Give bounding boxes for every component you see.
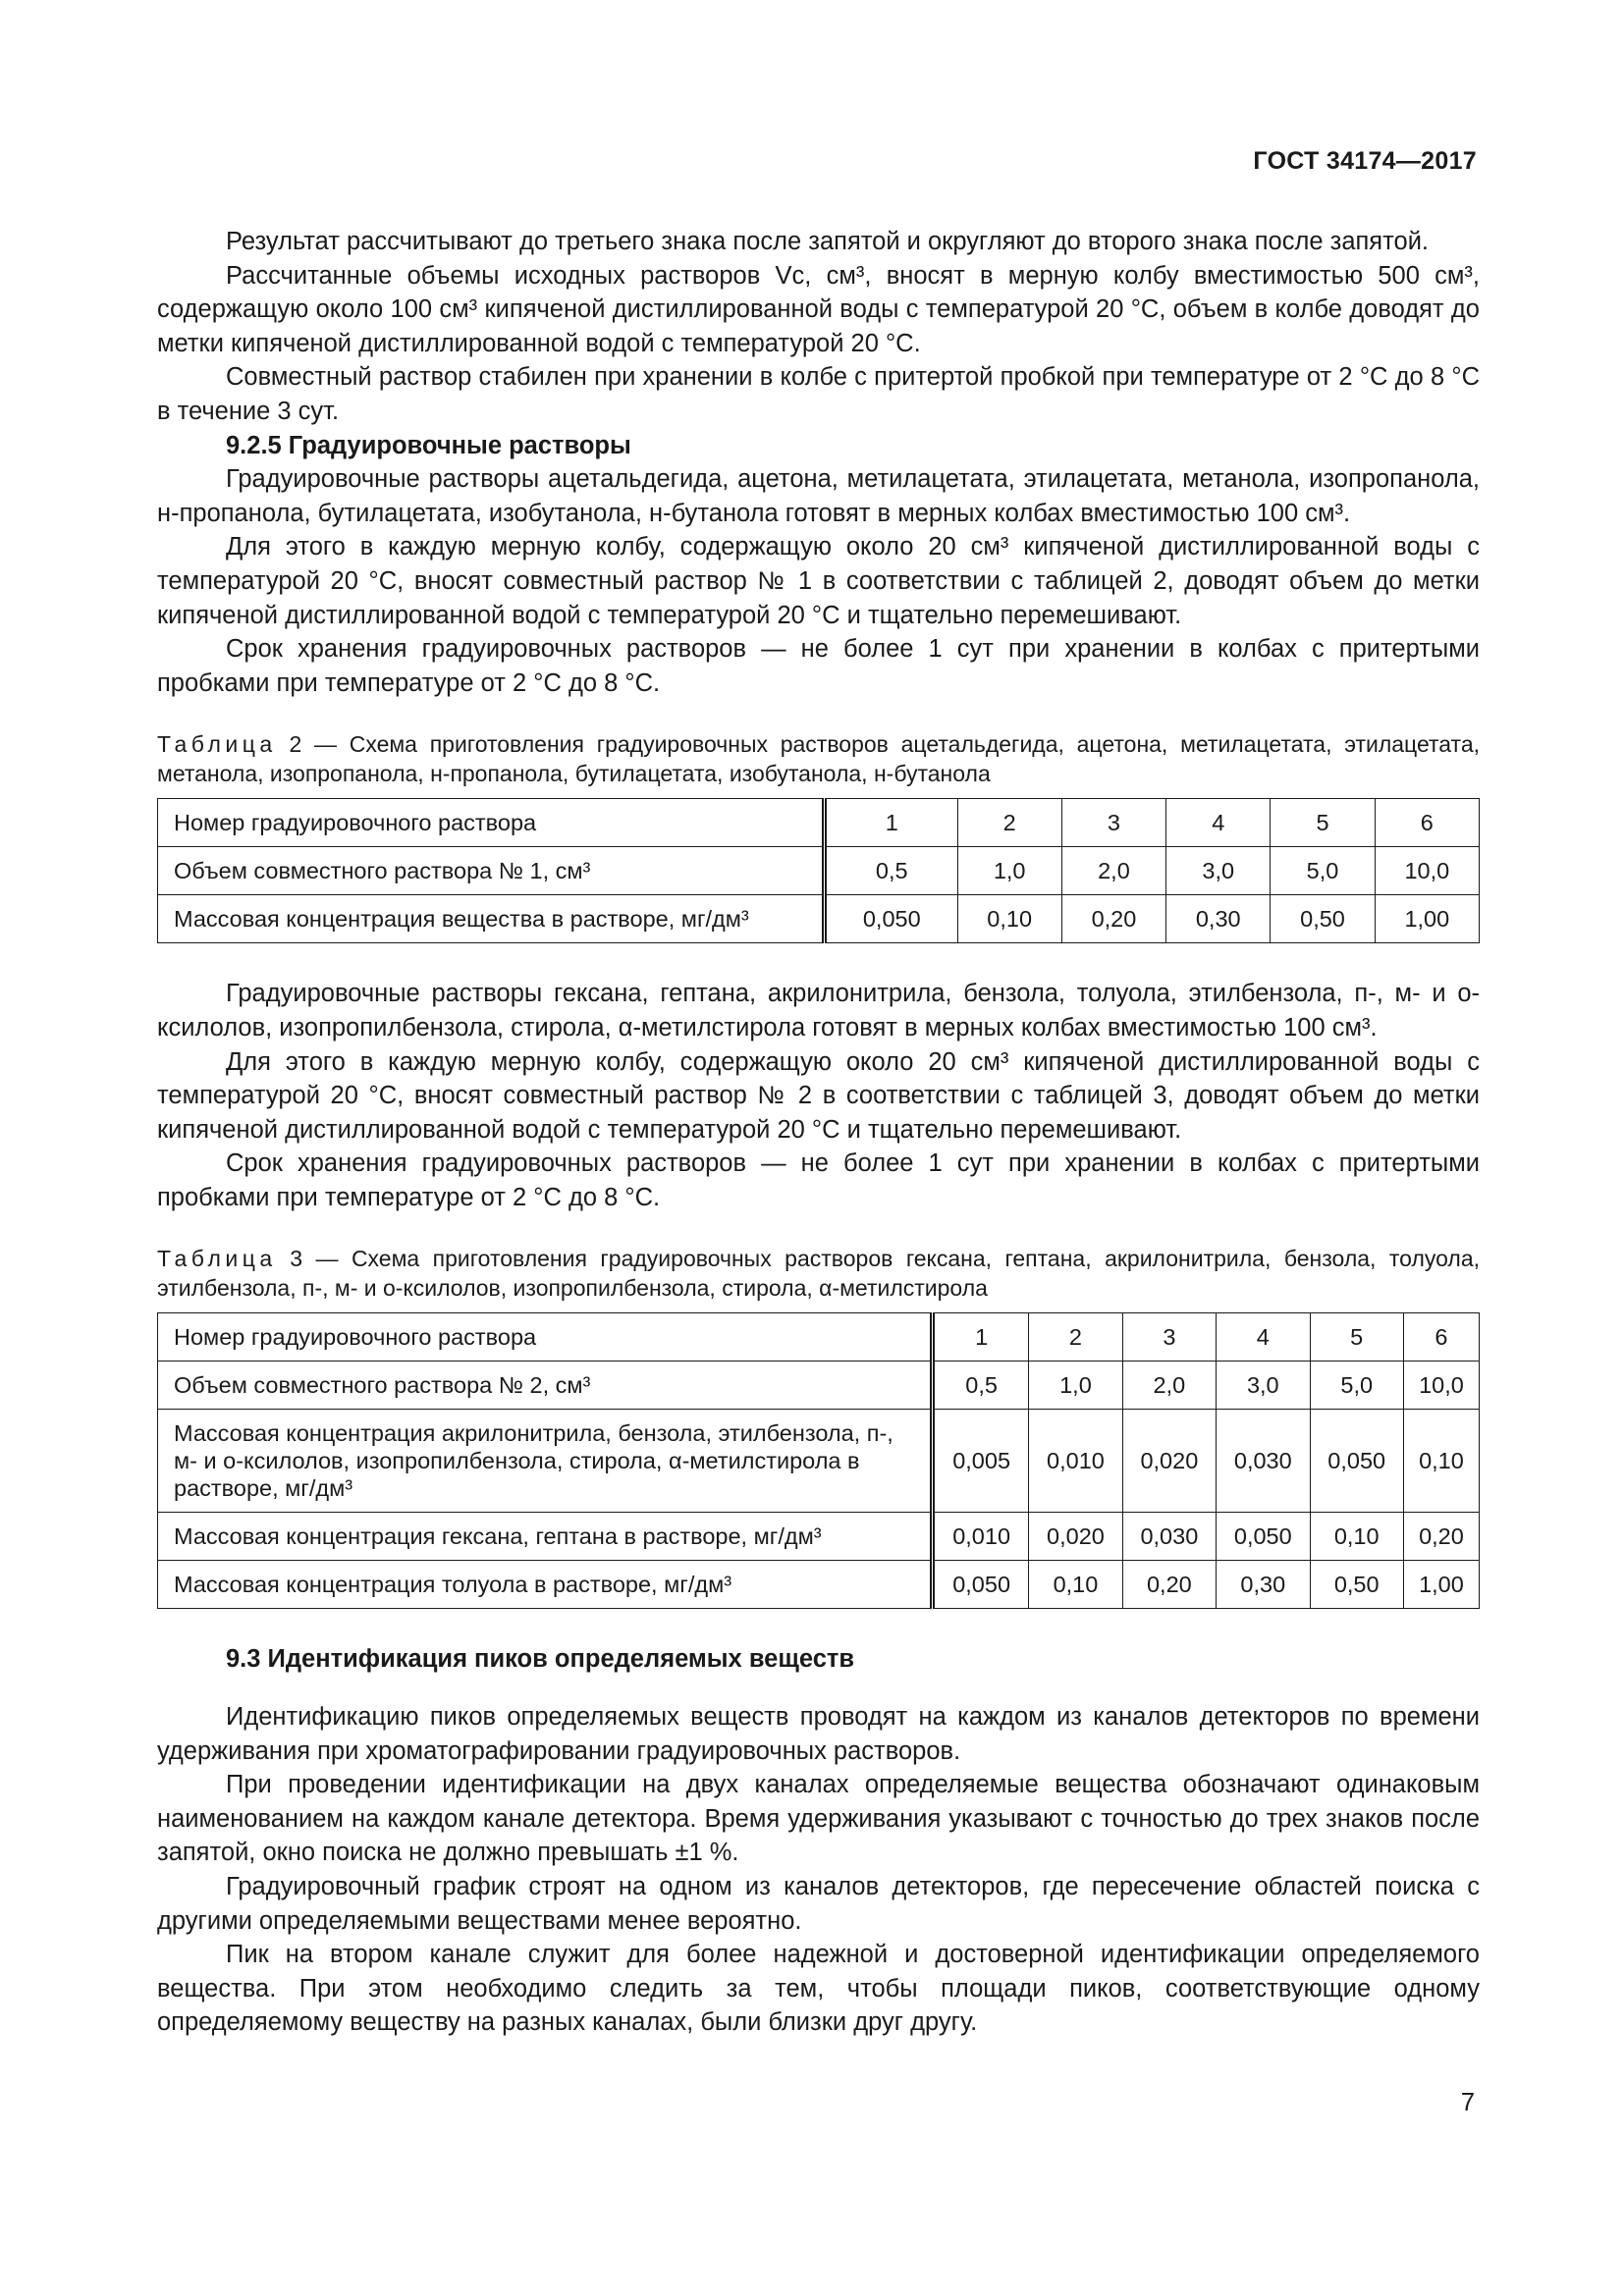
table-cell: 3 [1061,799,1165,847]
table-cell: 0,010 [1029,1410,1122,1513]
row-header: Объем совместного раствора № 1, см³ [158,847,825,895]
paragraph: Срок хранения градуировочных растворов — не более 1 сут при хранении в колбах с притертыми пробками при температуре от 2 °С до 8 °С. [157,1149,1480,1211]
table-cell: 0,005 [933,1410,1029,1513]
table-cell: 1,00 [1375,895,1479,943]
table-cell: 6 [1375,799,1479,847]
table-row [158,847,1480,895]
table-cell: 3,0 [1217,1362,1310,1410]
table-3 [157,1312,1480,1609]
table-cell: 3,0 [1166,847,1271,895]
paragraph: Для этого в каждую мерную колбу, содержащую около 20 см³ кипяченой дистиллированной воды с температурой 20 °С, вносят совместный раствор № 2 в соответствии с таблицей 3, доводят объем до метки кипяченой дистиллированной водой с температурой 20 °С и тщательно перемешивают. [157,1047,1480,1144]
table-cell: 5 [1310,1313,1403,1362]
table-cell: 0,10 [957,895,1061,943]
table-row [158,799,1480,847]
document-header: ГОСТ 34174—2017 [1253,147,1477,175]
table-cell: 4 [1166,799,1271,847]
table-label: Таблица [157,1246,277,1272]
table-cell: 0,030 [1217,1410,1310,1513]
row-header: Номер градуировочного раствора [158,1313,933,1362]
paragraph: Градуировочные растворы гексана, гептана, акрилонитрила, бензола, толуола, этилбензола, п-, м- и о-ксилолов, изопропилбензола, стирола, α-метилстирола готовят в мерных колбах вместимостью 100 см³. [157,980,1480,1041]
paragraph: Совместный раствор стабилен при хранении в колбе с притертой пробкой при температуре от 2 °С до 8 °С в течение 3 сут. [157,363,1480,425]
table-cell: 2,0 [1122,1362,1216,1410]
table-cell: 0,5 [933,1362,1029,1410]
table-cell: 0,10 [1029,1561,1122,1609]
table-cell: 0,020 [1122,1410,1216,1513]
table-caption-text: 2 — Схема приготовления градуировочных растворов ацетальдегида, ацетона, метилацетата, этилацетата, метанола, изопропанола, н-пропанола, бутилацетата, изобутанола, н-бутанола [157,731,1480,787]
table-row [158,895,1480,943]
table-cell: 5,0 [1271,847,1375,895]
paragraph: Срок хранения градуировочных растворов — не более 1 сут при хранении в колбах с притертыми пробками при температуре от 2 °С до 8 °С. [157,635,1480,697]
section-heading-9-2-5: 9.2.5 Градуировочные растворы [226,431,631,459]
table-cell: 2 [957,799,1061,847]
table-cell: 3 [1122,1313,1216,1362]
table-label: Таблица [157,731,277,758]
table-3-caption [157,1244,1480,1303]
table-cell: 5 [1271,799,1375,847]
table-cell: 0,20 [1061,895,1165,943]
paragraph: Для этого в каждую мерную колбу, содержащую около 20 см³ кипяченой дистиллированной воды с температурой 20 °С, вносят совместный раствор № 1 в соответствии с таблицей 2, доводят объем до метки кипяченой дистиллированной водой с температурой 20 °С и тщательно перемешивают. [157,533,1480,629]
paragraph: Градуировочный график строят на одном из каналов детекторов, где пересечение областей поиска с другими определяемыми веществами менее вероятно. [157,1873,1480,1935]
table-cell: 10,0 [1375,847,1479,895]
table-cell: 1 [933,1313,1029,1362]
row-header: Массовая концентрация гексана, гептана в растворе, мг/дм³ [158,1513,933,1561]
table-cell: 0,050 [825,895,958,943]
row-header: Номер градуировочного раствора [158,799,825,847]
table-caption-text: 3 — Схема приготовления градуировочных растворов гексана, гептана, акрилонитрила, бензола, толуола, этилбензола, п-, м- и о-ксилолов, изопропилбензола, стирола, α-метилстирола [157,1246,1481,1302]
table-row [158,1313,1480,1362]
table-cell: 0,050 [933,1561,1029,1609]
table-row [158,1362,1480,1410]
table-cell: 0,030 [1122,1513,1216,1561]
paragraph: Рассчитанные объемы исходных растворов Vс, см³, вносят в мерную колбу вместимостью 500 см³, содержащую около 100 см³ кипяченой дистиллированной воды с температурой 20 °С, объем в колбе доводят до метки кипяченой дистиллированной водой с температурой 20 °С. [157,261,1480,357]
paragraph: Пик на втором канале служит для более надежной и достоверной идентификации определяемого вещества. При этом необходимо следить за тем, чтобы площади пиков, соответствующие одному определяемому веществу на разных каналах, были близки друг другу. [157,1941,1480,2037]
table-cell: 1,0 [957,847,1061,895]
table-cell: 2,0 [1061,847,1165,895]
table-cell: 0,10 [1403,1410,1479,1513]
page-number: 7 [1460,2089,1475,2116]
table-cell: 5,0 [1310,1362,1403,1410]
table-row [158,1410,1480,1513]
table-cell: 0,020 [1029,1513,1122,1561]
table-cell: 4 [1217,1313,1310,1362]
table-cell: 10,0 [1403,1362,1479,1410]
table-row [158,1513,1480,1561]
table-cell: 0,30 [1166,895,1271,943]
table-cell: 0,5 [825,847,958,895]
row-header: Объем совместного раствора № 2, см³ [158,1362,933,1410]
table-cell: 0,20 [1403,1513,1479,1561]
table-cell: 0,050 [1217,1513,1310,1561]
row-header: Массовая концентрация акрилонитрила, бензола, этилбензола, п-, м- и о-ксилолов, изопропилбензола, стирола, α-метилстирола в растворе, мг/дм³ [158,1410,933,1513]
table-cell: 0,50 [1271,895,1375,943]
section-heading-9-3: 9.3 Идентификация пиков определяемых веществ [226,1645,855,1674]
paragraph: Градуировочные растворы ацетальдегида, ацетона, метилацетата, этилацетата, метанола, изопропанола, н-пропанола, бутилацетата, изобутанола, н-бутанола готовят в мерных колбах вместимостью 100 см³. [157,465,1480,527]
row-header: Массовая концентрация вещества в растворе, мг/дм³ [158,895,825,943]
table-row [158,1561,1480,1609]
table-cell: 6 [1403,1313,1479,1362]
table-2-caption [157,729,1480,788]
table-cell: 1 [825,799,958,847]
table-cell: 0,050 [1310,1410,1403,1513]
paragraph: Результат рассчитывают до третьего знака после запятой и округляют до второго знака после запятой. [226,228,1430,255]
table-cell: 2 [1029,1313,1122,1362]
table-2 [157,798,1480,943]
table-cell: 0,20 [1122,1561,1216,1609]
table-cell: 0,010 [933,1513,1029,1561]
paragraph: Идентификацию пиков определяемых веществ проводят на каждом из каналов детекторов по времени удерживания при хроматографировании градуировочных растворов. [157,1703,1480,1765]
table-cell: 1,0 [1029,1362,1122,1410]
table-cell: 1,00 [1403,1561,1479,1609]
table-cell: 0,10 [1310,1513,1403,1561]
paragraph: При проведении идентификации на двух каналах определяемые вещества обозначают одинаковым наименованием на каждом канале детектора. Время удерживания указывают с точностью до трех знаков после запятой, окно поиска не должно превышать ±1 %. [157,1771,1480,1867]
table-cell: 0,50 [1310,1561,1403,1609]
row-header: Массовая концентрация толуола в растворе, мг/дм³ [158,1561,933,1609]
table-cell: 0,30 [1217,1561,1310,1609]
page-content [157,225,1480,2040]
